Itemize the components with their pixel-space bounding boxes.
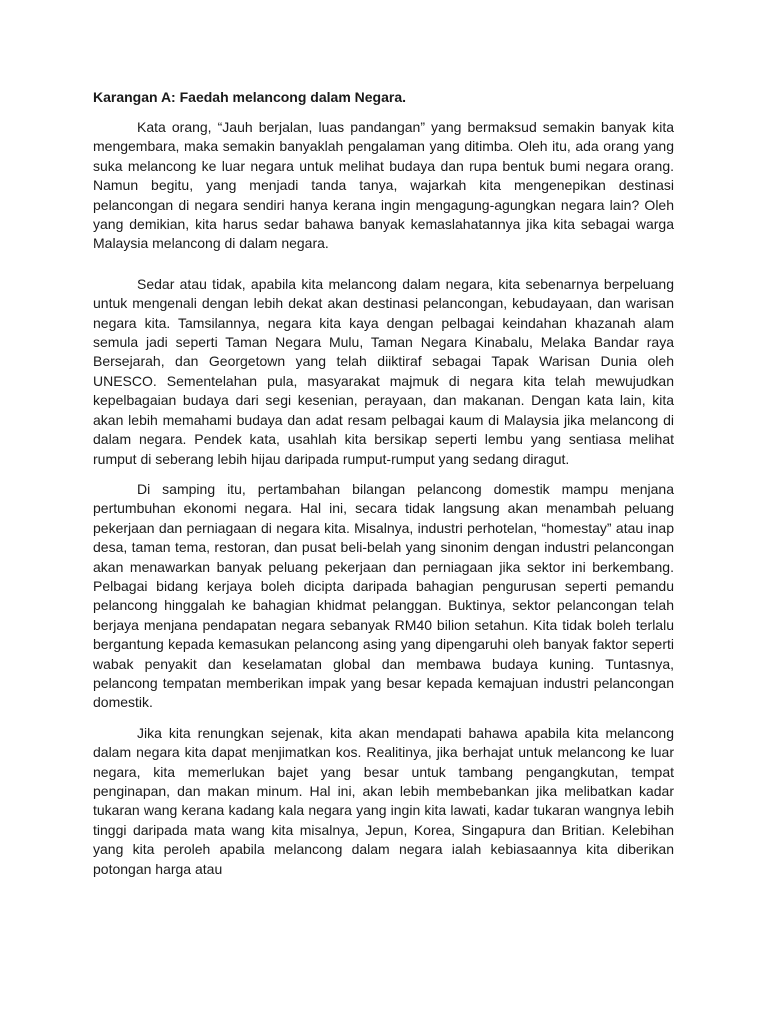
paragraph-3: Di samping itu, pertambahan bilangan pelancong domestik mampu menjana pertumbuhan ekonomi negara. Hal ini, secara tidak langsung akan menambah peluang pekerjaan dan perniagaan di negara kita. Misalnya, industri perhotelan, “homestay” atau inap desa, taman tema, restoran, dan pusat beli-belah yang sinonim dengan industri pelancongan akan menawarkan banyak peluang pekerjaan dan perniagaan jika sektor ini berkembang. Pelbagai bidang kerjaya boleh dicipta daripada bahagian pengurusan seperti pemandu pelancong hinggalah ke bahagian khidmat pelanggan. Buktinya, sektor pelancongan telah berjaya menjana pendapatan negara sebanyak RM40 bilion setahun. Kita tidak boleh terlalu bergantung kepada kemasukan pelancong asing yang dipengaruhi oleh banyak faktor seperti wabak penyakit dan keselamatan global dan membawa budaya kuning. Tuntasnya, pelancong tempatan memberikan impak yang besar kepada kemajuan industri pelancongan domestik. — [93, 480, 674, 711]
document-title: Karangan A: Faedah melancong dalam Negara. — [93, 89, 407, 105]
document-page — [93, 87, 674, 879]
paragraph-4: Jika kita renungkan sejenak, kita akan mendapati bahawa apabila kita melancong dalam negara kita dapat menjimatkan kos. Realitinya, jika berhajat untuk melancong ke luar negara, kita memerlukan bajet yang besar untuk tambang pengangkutan, tempat penginapan, dan makan minum. Hal ini, akan lebih membebankan jika melibatkan kadar tukaran wang kerana kadang kala negara yang ingin kita lawati, kadar tukaran wangnya lebih tinggi daripada mata wang kita misalnya, Jepun, Korea, Singapura dan Britian. Kelebihan yang kita peroleh apabila melancong dalam negara ialah kebiasaannya kita diberikan potongan harga atau — [93, 724, 674, 877]
paragraph-2: Sedar atau tidak, apabila kita melancong dalam negara, kita sebenarnya berpeluang untuk mengenali dengan lebih dekat akan destinasi pelancongan, kebudayaan, dan warisan negara kita. Tamsilannya, negara kita kaya dengan pelbagai keindahan khazanah alam semula jadi seperti Taman Negara Mulu, Taman Negara Kinabalu, Melaka Bandar raya Bersejarah, dan Georgetown yang telah diiktiraf sebagai Tapak Warisan Dunia oleh UNESCO. Sementelahan pula, masyarakat majmuk di negara kita telah mewujudkan kepelbagaian budaya dari segi kesenian, perayaan, dan makanan. Dengan kata lain, kita akan lebih memahami budaya dan adat resam pelbagai kaum di Malaysia jika melancong di dalam negara. Pendek kata, usahlah kita bersikap seperti lembu yang sentiasa melihat rumput di seberang lebih hijau daripada rumput-rumput yang sedang diragut. — [93, 275, 674, 467]
paragraph-1: Kata orang, “Jauh berjalan, luas pandangan” yang bermaksud semakin banyak kita mengembara, maka semakin banyaklah pengalaman yang ditimba. Oleh itu, ada orang yang suka melancong ke luar negara untuk melihat budaya dan rupa bentuk bumi negara orang. Namun begitu, yang menjadi tanda tanya, wajarkah kita mengenepikan destinasi pelancongan di negara sendiri hanya kerana ingin mengagung-agungkan negara lain? Oleh yang demikian, kita harus sedar bahawa banyak kemaslahatannya jika kita sebagai warga Malaysia melancong di dalam negara. — [93, 119, 674, 252]
